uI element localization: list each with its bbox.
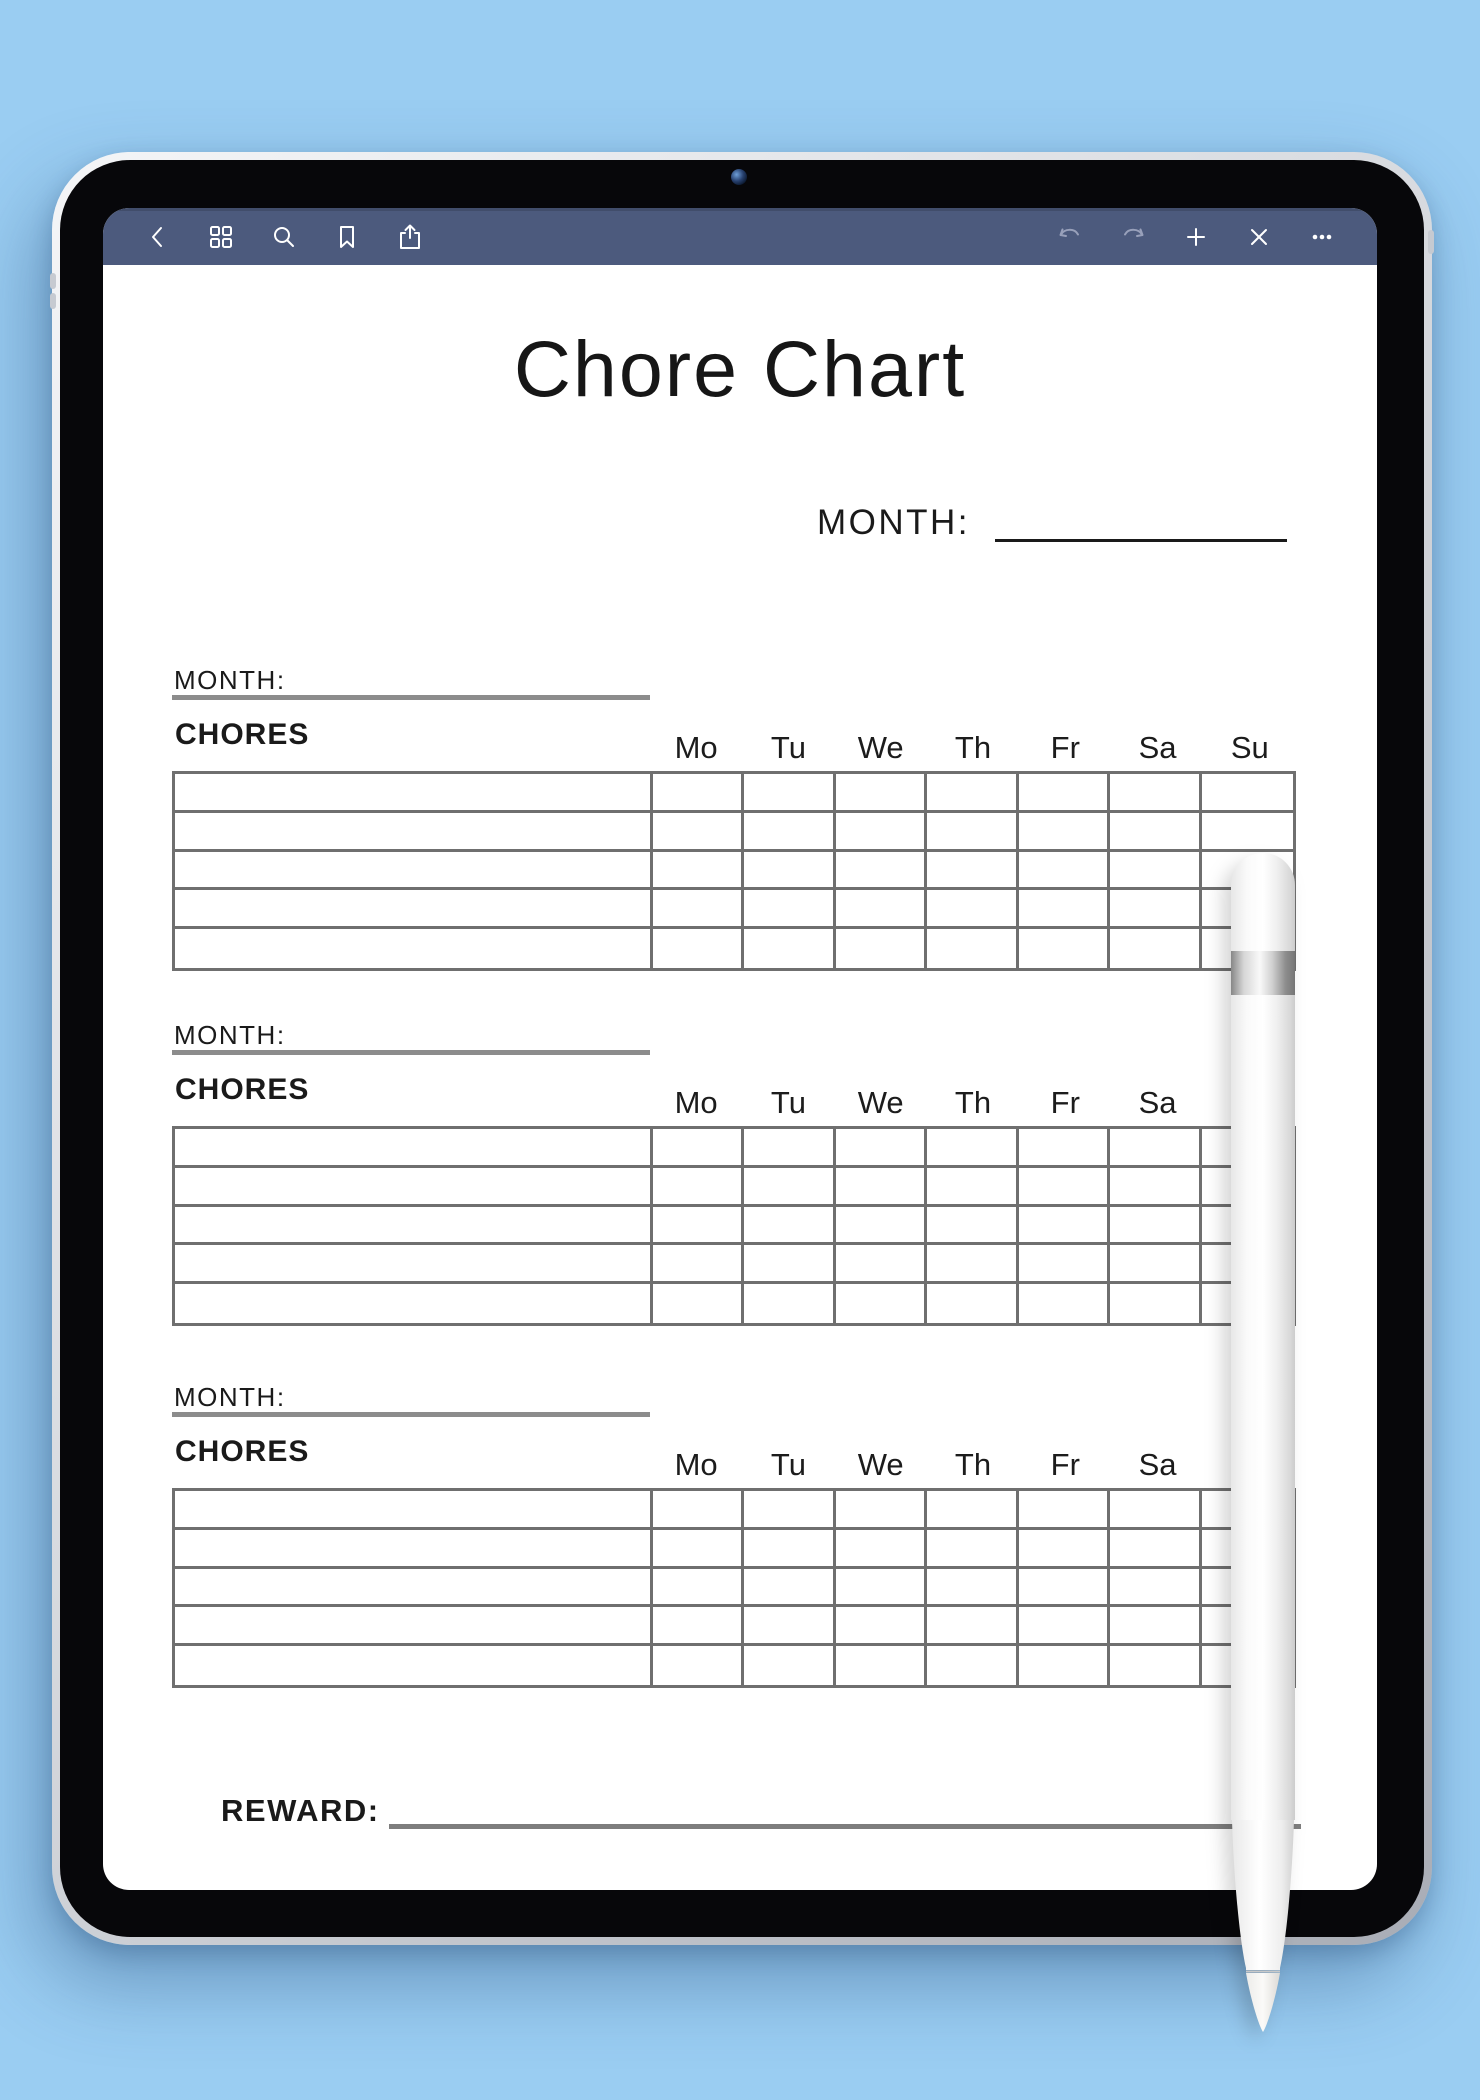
section-month-input-line[interactable] bbox=[172, 1050, 650, 1055]
day-check-cell[interactable] bbox=[1019, 1607, 1110, 1646]
chores-header: CHORES bbox=[175, 718, 310, 751]
close-icon bbox=[1244, 222, 1274, 252]
back-icon bbox=[143, 222, 173, 252]
undo-icon bbox=[1055, 222, 1085, 252]
day-check-cell[interactable] bbox=[836, 890, 927, 929]
day-check-cell[interactable] bbox=[653, 774, 744, 813]
stylus-pencil bbox=[1231, 853, 1295, 2038]
chore-name-cell[interactable] bbox=[175, 929, 653, 968]
stylus-metal-band bbox=[1231, 951, 1295, 995]
bookmark-button[interactable] bbox=[332, 222, 362, 252]
day-check-cell[interactable] bbox=[1019, 1530, 1110, 1569]
day-check-cell[interactable] bbox=[927, 852, 1018, 891]
day-check-cell[interactable] bbox=[927, 1207, 1018, 1246]
more-icon bbox=[1307, 222, 1337, 252]
day-check-cell[interactable] bbox=[653, 929, 744, 968]
day-label: Sa bbox=[1138, 1447, 1177, 1482]
day-check-cell[interactable] bbox=[1019, 890, 1110, 929]
day-check-cell[interactable] bbox=[1019, 929, 1110, 968]
section-month-input-line[interactable] bbox=[172, 695, 650, 700]
back-button[interactable] bbox=[143, 222, 173, 252]
day-check-cell[interactable] bbox=[836, 929, 927, 968]
day-check-cell[interactable] bbox=[1110, 1129, 1201, 1168]
front-camera-icon bbox=[731, 169, 747, 185]
chore-name-cell[interactable] bbox=[175, 1646, 653, 1685]
volume-up-button bbox=[50, 273, 56, 289]
power-button bbox=[1428, 230, 1434, 254]
day-check-cell[interactable] bbox=[1110, 1207, 1201, 1246]
chore-name-cell[interactable] bbox=[175, 774, 653, 813]
day-check-cell[interactable] bbox=[744, 1284, 835, 1323]
day-label: Fr bbox=[1050, 1447, 1080, 1482]
chore-name-cell[interactable] bbox=[175, 1607, 653, 1646]
day-check-cell[interactable] bbox=[744, 852, 835, 891]
day-check-cell[interactable] bbox=[744, 1530, 835, 1569]
grid-icon bbox=[206, 222, 236, 252]
day-check-cell[interactable] bbox=[1019, 774, 1110, 813]
day-check-cell[interactable] bbox=[653, 1129, 744, 1168]
day-check-cell[interactable] bbox=[653, 1569, 744, 1608]
chore-table bbox=[172, 1488, 1296, 1688]
chore-chart-page bbox=[103, 265, 1377, 1890]
chore-section bbox=[172, 1382, 1296, 1692]
day-check-cell[interactable] bbox=[836, 1168, 927, 1207]
section-month-label: MONTH: bbox=[174, 665, 286, 695]
day-check-cell[interactable] bbox=[1110, 890, 1201, 929]
chore-name-cell[interactable] bbox=[175, 1245, 653, 1284]
day-check-cell[interactable] bbox=[1019, 1646, 1110, 1685]
day-label: Tu bbox=[770, 730, 806, 765]
day-check-cell[interactable] bbox=[653, 890, 744, 929]
day-check-cell[interactable] bbox=[836, 1284, 927, 1323]
chore-name-cell[interactable] bbox=[175, 1530, 653, 1569]
day-check-cell[interactable] bbox=[653, 1284, 744, 1323]
day-label: Mo bbox=[674, 730, 718, 765]
share-button[interactable] bbox=[395, 222, 425, 252]
day-check-cell[interactable] bbox=[927, 890, 1018, 929]
day-label: Mo bbox=[674, 1085, 718, 1120]
day-check-cell[interactable] bbox=[653, 1491, 744, 1530]
day-check-cell[interactable] bbox=[836, 774, 927, 813]
day-label: Th bbox=[954, 730, 992, 765]
day-check-cell[interactable] bbox=[1202, 774, 1293, 813]
volume-down-button bbox=[50, 293, 56, 309]
chore-name-cell[interactable] bbox=[175, 1207, 653, 1246]
day-check-cell[interactable] bbox=[744, 774, 835, 813]
tablet-device bbox=[52, 152, 1432, 1945]
day-check-cell[interactable] bbox=[653, 1607, 744, 1646]
day-check-cell[interactable] bbox=[744, 1569, 835, 1608]
day-check-cell[interactable] bbox=[927, 774, 1018, 813]
day-check-cell[interactable] bbox=[1110, 852, 1201, 891]
day-check-cell[interactable] bbox=[1019, 1284, 1110, 1323]
day-check-cell[interactable] bbox=[836, 1207, 927, 1246]
day-check-cell[interactable] bbox=[927, 813, 1018, 852]
day-check-cell[interactable] bbox=[1110, 1569, 1201, 1608]
reward-label: REWARD: bbox=[221, 1793, 380, 1828]
stylus-tip bbox=[1231, 1820, 1295, 2038]
chore-name-cell[interactable] bbox=[175, 1168, 653, 1207]
redo-icon bbox=[1118, 222, 1148, 252]
day-check-cell[interactable] bbox=[1019, 813, 1110, 852]
day-check-cell[interactable] bbox=[1110, 1491, 1201, 1530]
day-header-row bbox=[172, 1440, 1296, 1486]
chore-name-cell[interactable] bbox=[175, 1129, 653, 1168]
close-button[interactable] bbox=[1244, 222, 1274, 252]
day-header-row bbox=[172, 1078, 1296, 1124]
chore-name-cell[interactable] bbox=[175, 1284, 653, 1323]
day-label: We bbox=[857, 730, 904, 765]
section-month-label: MONTH: bbox=[174, 1020, 286, 1050]
chore-table bbox=[172, 1126, 1296, 1326]
day-check-cell[interactable] bbox=[836, 1646, 927, 1685]
grid-view-button[interactable] bbox=[206, 222, 236, 252]
redo-button[interactable] bbox=[1118, 222, 1148, 252]
chore-name-cell[interactable] bbox=[175, 890, 653, 929]
day-check-cell[interactable] bbox=[927, 1530, 1018, 1569]
day-check-cell[interactable] bbox=[1019, 1569, 1110, 1608]
day-check-cell[interactable] bbox=[1019, 852, 1110, 891]
day-check-cell[interactable] bbox=[653, 1530, 744, 1569]
day-check-cell[interactable] bbox=[744, 1207, 835, 1246]
search-button[interactable] bbox=[269, 222, 299, 252]
page-title: Chore Chart bbox=[513, 324, 967, 413]
day-check-cell[interactable] bbox=[836, 1569, 927, 1608]
day-check-cell[interactable] bbox=[1019, 1168, 1110, 1207]
day-header-spacer bbox=[172, 723, 650, 769]
day-check-cell[interactable] bbox=[1110, 813, 1201, 852]
day-check-cell[interactable] bbox=[927, 1607, 1018, 1646]
day-check-cell[interactable] bbox=[927, 1646, 1018, 1685]
day-check-cell[interactable] bbox=[744, 1168, 835, 1207]
day-check-cell[interactable] bbox=[744, 1607, 835, 1646]
day-check-cell[interactable] bbox=[836, 852, 927, 891]
reward-input-line[interactable] bbox=[389, 1824, 1301, 1829]
day-check-cell[interactable] bbox=[1110, 1530, 1201, 1569]
day-check-cell[interactable] bbox=[1110, 1245, 1201, 1284]
day-check-cell[interactable] bbox=[1202, 813, 1293, 852]
chores-header: CHORES bbox=[175, 1073, 310, 1106]
day-check-cell[interactable] bbox=[653, 1168, 744, 1207]
day-label: Mo bbox=[674, 1447, 718, 1482]
day-check-cell[interactable] bbox=[744, 890, 835, 929]
day-check-cell[interactable] bbox=[1019, 1491, 1110, 1530]
day-check-cell[interactable] bbox=[744, 929, 835, 968]
day-label: Sa bbox=[1138, 730, 1177, 765]
day-label: Th bbox=[954, 1085, 992, 1120]
toolbar-right-group bbox=[1055, 222, 1337, 252]
section-month-label: MONTH: bbox=[174, 1382, 286, 1412]
day-label: We bbox=[857, 1447, 904, 1482]
day-check-cell[interactable] bbox=[836, 1530, 927, 1569]
chore-name-cell[interactable] bbox=[175, 1569, 653, 1608]
chore-section bbox=[172, 665, 1296, 975]
day-check-cell[interactable] bbox=[744, 1129, 835, 1168]
chore-name-cell[interactable] bbox=[175, 852, 653, 891]
day-check-cell[interactable] bbox=[836, 1129, 927, 1168]
day-check-cell[interactable] bbox=[836, 1607, 927, 1646]
month-label: MONTH: bbox=[817, 503, 971, 542]
undo-button[interactable] bbox=[1055, 222, 1085, 252]
add-icon bbox=[1181, 222, 1211, 252]
day-check-cell[interactable] bbox=[653, 852, 744, 891]
day-check-cell[interactable] bbox=[653, 1245, 744, 1284]
day-check-cell[interactable] bbox=[836, 813, 927, 852]
day-check-cell[interactable] bbox=[927, 1284, 1018, 1323]
day-label: Sa bbox=[1138, 1085, 1177, 1120]
day-check-cell[interactable] bbox=[927, 1129, 1018, 1168]
day-label: Fr bbox=[1050, 730, 1080, 765]
day-check-cell[interactable] bbox=[744, 1646, 835, 1685]
chore-name-cell[interactable] bbox=[175, 813, 653, 852]
day-check-cell[interactable] bbox=[653, 1207, 744, 1246]
day-check-cell[interactable] bbox=[1110, 774, 1201, 813]
share-icon bbox=[395, 222, 425, 252]
day-check-cell[interactable] bbox=[744, 1491, 835, 1530]
day-check-cell[interactable] bbox=[1019, 1245, 1110, 1284]
day-check-cell[interactable] bbox=[927, 1569, 1018, 1608]
day-label: Su bbox=[1230, 730, 1269, 765]
day-label: Fr bbox=[1050, 1085, 1080, 1120]
tablet-screen bbox=[103, 208, 1377, 1890]
day-check-cell[interactable] bbox=[927, 1168, 1018, 1207]
day-check-cell[interactable] bbox=[927, 1491, 1018, 1530]
chore-table bbox=[172, 771, 1296, 971]
day-header-spacer bbox=[172, 1440, 650, 1486]
month-input-line[interactable] bbox=[995, 539, 1287, 542]
day-check-cell[interactable] bbox=[653, 813, 744, 852]
day-label: Th bbox=[954, 1447, 992, 1482]
day-header-row bbox=[172, 723, 1296, 769]
day-label: Tu bbox=[770, 1085, 806, 1120]
day-check-cell[interactable] bbox=[836, 1491, 927, 1530]
day-check-cell[interactable] bbox=[1110, 1646, 1201, 1685]
day-check-cell[interactable] bbox=[927, 929, 1018, 968]
day-check-cell[interactable] bbox=[836, 1245, 927, 1284]
day-check-cell[interactable] bbox=[744, 813, 835, 852]
more-options-button[interactable] bbox=[1307, 222, 1337, 252]
day-label: Tu bbox=[770, 1447, 806, 1482]
stylus-shaft bbox=[1231, 853, 1295, 1820]
day-check-cell[interactable] bbox=[1110, 929, 1201, 968]
day-label: We bbox=[857, 1085, 904, 1120]
chores-header: CHORES bbox=[175, 1435, 310, 1468]
search-icon bbox=[269, 222, 299, 252]
chore-name-cell[interactable] bbox=[175, 1491, 653, 1530]
day-check-cell[interactable] bbox=[1110, 1284, 1201, 1323]
section-month-input-line[interactable] bbox=[172, 1412, 650, 1417]
day-check-cell[interactable] bbox=[927, 1245, 1018, 1284]
day-check-cell[interactable] bbox=[744, 1245, 835, 1284]
bookmark-icon bbox=[332, 222, 362, 252]
add-button[interactable] bbox=[1181, 222, 1211, 252]
day-check-cell[interactable] bbox=[1110, 1168, 1201, 1207]
day-check-cell[interactable] bbox=[1019, 1129, 1110, 1168]
day-check-cell[interactable] bbox=[653, 1646, 744, 1685]
day-check-cell[interactable] bbox=[1019, 1207, 1110, 1246]
app-toolbar bbox=[103, 208, 1377, 265]
day-header-spacer bbox=[172, 1078, 650, 1124]
chore-section bbox=[172, 1020, 1296, 1330]
day-check-cell[interactable] bbox=[1110, 1607, 1201, 1646]
